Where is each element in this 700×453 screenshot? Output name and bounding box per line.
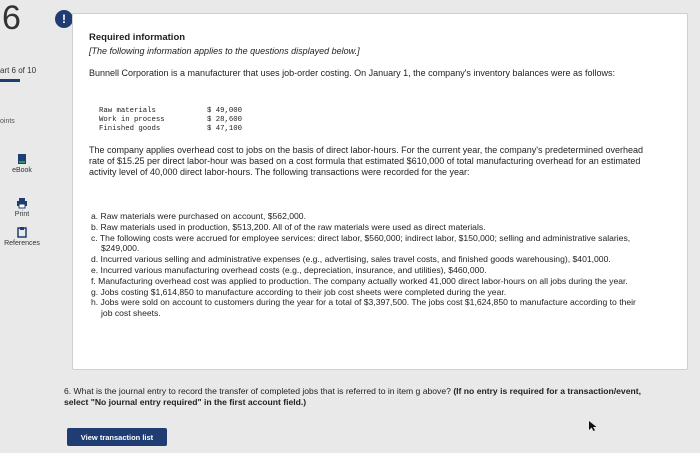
transaction-item: h. Jobs were sold on account to customers during the year for a total of $3,397,500. The jobs cost $1,624,850 to manufacture according to their job cost sheets.: [91, 297, 636, 319]
ebook-icon: [16, 153, 28, 165]
references-button[interactable]: [0, 226, 44, 247]
balance-label: Finished goods: [99, 125, 161, 133]
balance-value: $ 47,100: [207, 125, 243, 133]
balance-value: $ 49,000: [207, 107, 243, 115]
balance-label: Raw materials: [99, 107, 156, 115]
ebook-button[interactable]: [0, 153, 44, 174]
panel-title: Required information: [89, 32, 186, 43]
intro-text: Bunnell Corporation is a manufacturer that uses job-order costing. On January 1, the company's inventory balances were as follows:: [89, 68, 615, 78]
print-button[interactable]: [0, 197, 44, 218]
view-transaction-list-button[interactable]: View transaction list: [67, 428, 167, 446]
transaction-item: d. Incurred various selling and administrative expenses (e.g., advertising, sales travel costs, and finished goods warehousing), $401,000.: [91, 254, 611, 265]
references-label: References: [4, 240, 40, 247]
question-instruction: (If no entry is required for a transaction/event, select "No journal entry required" in the first account field.): [64, 386, 641, 407]
balance-label: Work in process: [99, 116, 165, 124]
balance-row: [99, 116, 242, 125]
panel-note: [The following information applies to the questions displayed below.]: [89, 46, 360, 56]
transaction-item: g. Jobs costing $1,614,850 to manufacture according to their job cost sheets were completed during the year.: [91, 286, 507, 297]
transaction-item: c. The following costs were accrued for employee services: direct labor, $560,000; indirect labor, $150,000; selling and administrative salaries, $249,000.: [91, 232, 631, 254]
question-text: [64, 386, 664, 408]
required-information-panel: [72, 13, 688, 370]
balance-row: [99, 107, 242, 116]
ebook-label: eBook: [12, 167, 32, 174]
print-label: Print: [14, 211, 30, 218]
transaction-item: b. Raw materials used in production, $513,200. All of of the raw materials were used as direct materials.: [91, 221, 486, 232]
transaction-item: a. Raw materials were purchased on account, $562,000.: [91, 211, 306, 221]
transaction-item: e. Incurred various manufacturing overhead costs (e.g., depreciation, insurance, and utilities), $460,000.: [91, 264, 487, 275]
part-progress-bar: [0, 79, 20, 82]
alert-icon: !: [55, 10, 73, 28]
question-number: 6: [2, 0, 21, 37]
balance-value: $ 28,600: [207, 116, 243, 124]
inventory-balances: [99, 107, 242, 134]
transaction-item: f. Manufacturing overhead cost was applied to production. The company actually worked 41,000 direct labor-hours on all jobs during the year.: [91, 275, 628, 286]
mouse-cursor-icon: [588, 420, 598, 432]
question-prompt: 6. What is the journal entry to record the transfer of completed jobs that is referred to in item g above?: [64, 386, 451, 396]
part-indicator: art 6 of 10: [0, 66, 37, 75]
overhead-paragraph: The company applies overhead cost to jobs on the basis of direct labor-hours. For the current year, the company's predetermined overhead rate of $15.25 per direct labor-hour was based on a cost formula that estimated $610,000 of total manufacturing overhead for an estimated activity level of 40,000 direct labor-hours. The following transactions were recorded for the year:: [89, 145, 644, 177]
references-icon: [16, 226, 28, 238]
balance-row: [99, 125, 242, 134]
print-icon: [16, 197, 28, 209]
points-label: oints: [0, 118, 15, 125]
transactions-list: [89, 211, 649, 319]
